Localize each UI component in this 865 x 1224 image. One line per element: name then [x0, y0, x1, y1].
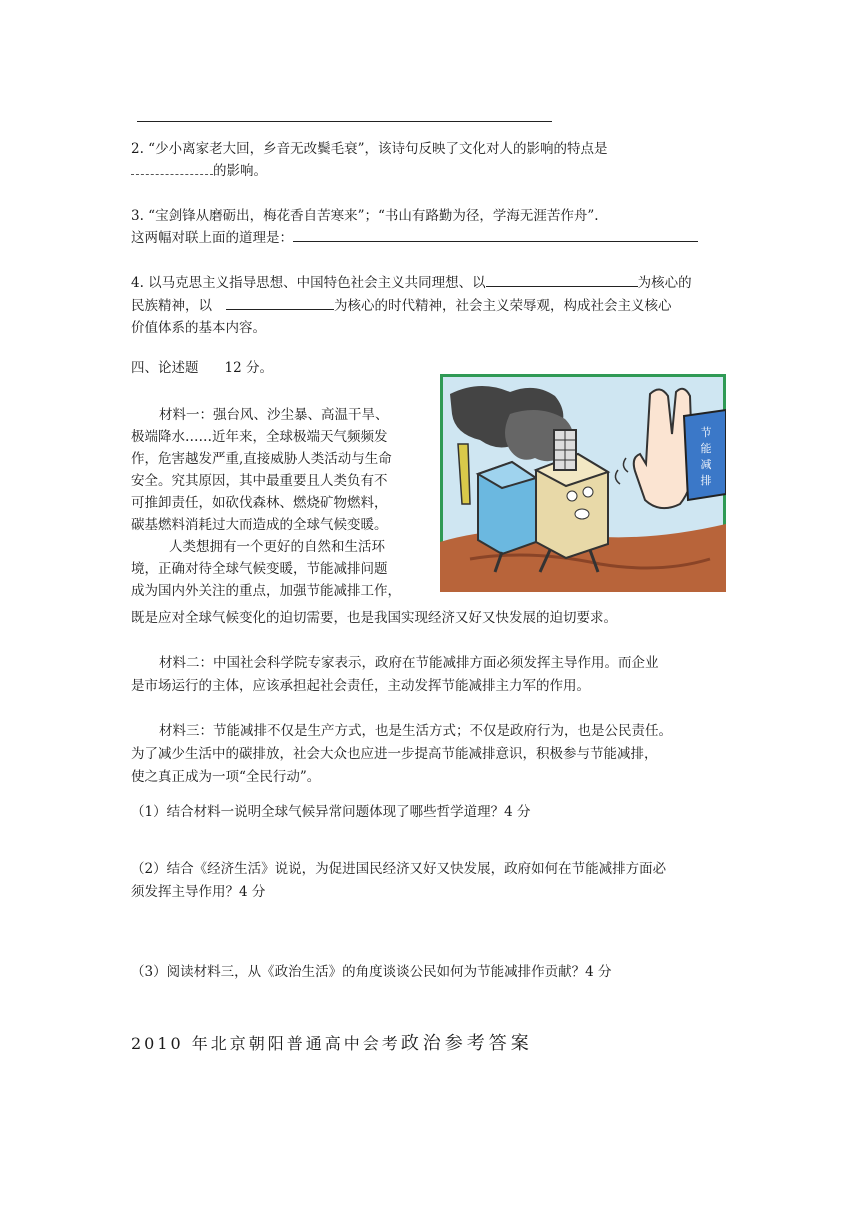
- section-heading: 四、论述题 12 分。: [131, 360, 273, 376]
- material3-line1: 材料三：节能减排不仅是生产方式，也是生活方式；不仅是政府行为，也是公民责任。: [159, 723, 672, 739]
- material1-line: 作，危害越发严重,直接威胁人类活动与生命: [131, 451, 392, 467]
- sleeve-sign-char: 能: [700, 442, 712, 455]
- material1-line: 碳基燃料消耗过大而造成的全球气候变暖。: [131, 517, 388, 533]
- material1-line: 安全。究其原因，其中最重要且人类负有不: [131, 473, 388, 489]
- material1-line: 人类想拥有一个更好的自然和生活环: [169, 539, 385, 555]
- q3-line1: 3. “宝剑锋从磨砺出，梅花香自苦寒来”；“书山有路勤为径，学海无涯苦作舟”.: [131, 208, 599, 224]
- material1-line: 成为国内外关注的重点，加强节能减排工作，: [131, 583, 401, 599]
- material3-line3: 使之真正成为一项“全民行动”。: [131, 769, 321, 785]
- question-2-line1: （2）结合《经济生活》说说，为促进国民经济又好又快发展，政府如何在节能减排方面必: [131, 861, 667, 877]
- sleeve-sign-char: 排: [700, 474, 712, 487]
- question-3: （3）阅读材料三，从《政治生活》的角度谈谈公民如何为节能减排作贡献？4 分: [131, 964, 612, 980]
- material1-line: 极端降水……近年来，全球极端天气频频发: [131, 429, 388, 445]
- sleeve-sign-char: 减: [700, 458, 712, 471]
- answer-key-title: 2010 年北京朝阳普通高中会考政治参考答案: [131, 1033, 533, 1054]
- material1-block: [131, 404, 436, 602]
- question-1: （1）结合材料一说明全球气候异常问题体现了哪些哲学道理？4 分: [131, 804, 531, 820]
- q2-line1: 2. “少小离家老大回，乡音无改鬓毛衰”，该诗句反映了文化对人的影响的特点是: [131, 141, 608, 157]
- q4-blank-1[interactable]: [486, 272, 638, 287]
- question-2-line2: 须发挥主导作用？4 分: [131, 884, 266, 900]
- energy-saving-cartoon-icon: [440, 374, 726, 592]
- material3-line2: 为了减少生活中的碳排放，社会大众也应进一步提高节能减排意识，积极参与节能减排，: [131, 746, 658, 762]
- answer-line-previous: [137, 121, 552, 122]
- q4-line3: 价值体系的基本内容。: [131, 320, 266, 336]
- material1-last-line: 既是应对全球气候变化的迫切需要，也是我国实现经济又好又快发展的迫切要求。: [131, 610, 617, 626]
- material2-line2: 是市场运行的主体，应该承担起社会责任，主动发挥节能减排主力军的作用。: [131, 678, 590, 694]
- q2-line2: 的影响。: [131, 160, 267, 182]
- q4-blank-2[interactable]: [226, 295, 334, 310]
- material1-line: 可推卸责任，如砍伐森林、燃烧矿物燃料，: [131, 495, 388, 511]
- q4-line1: 4. 以马克思主义指导思想、中国特色社会主义共同理想、以 为核心的: [131, 272, 692, 294]
- q3-line2: 这两幅对联上面的道理是：: [131, 227, 698, 249]
- q4-line2: 民族精神，以 为核心的时代精神，社会主义荣辱观，构成社会主义核心: [131, 295, 672, 317]
- material2-line1: 材料二：中国社会科学院专家表示，政府在节能减排方面必须发挥主导作用。而企业: [159, 655, 659, 671]
- material1-line: 材料一：强台风、沙尘暴、高温干旱、: [159, 407, 389, 423]
- q2-answer-blank[interactable]: [131, 160, 213, 175]
- sleeve-sign-char: 节: [700, 426, 712, 439]
- material1-line: 境，正确对待全球气候变暖，节能减排问题: [131, 561, 388, 577]
- q3-answer-blank[interactable]: [293, 227, 698, 242]
